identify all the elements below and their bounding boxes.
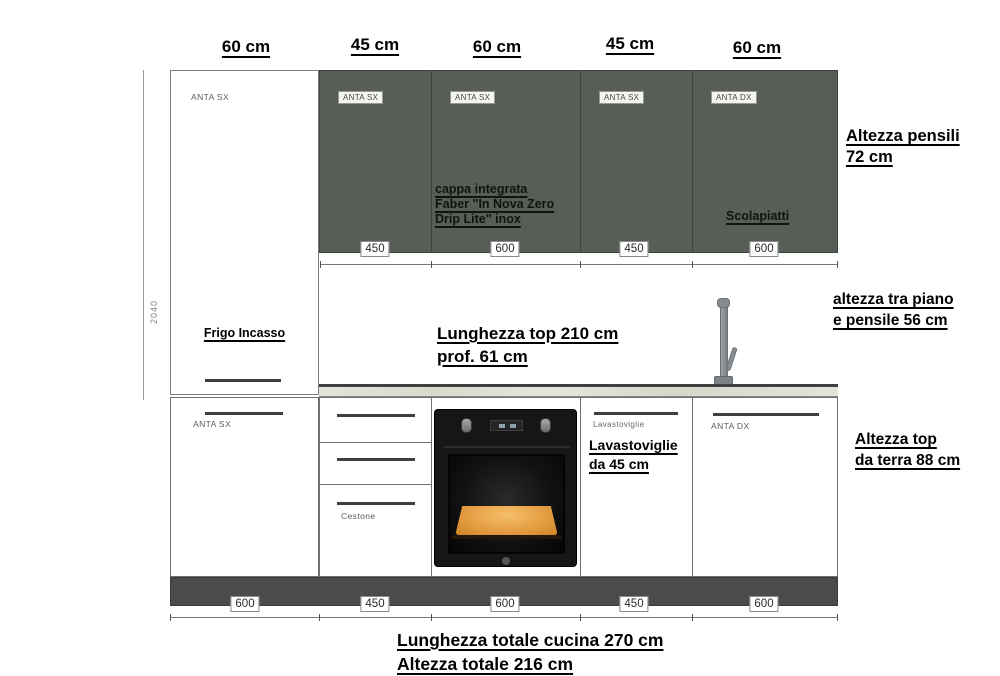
hood-note-line3: Drip Lite" inox xyxy=(435,212,521,226)
left-dimension-line xyxy=(143,70,144,400)
hood-note-line2: Faber "In Nova Zero xyxy=(435,197,555,211)
dishwasher-tag: Lavastoviglie xyxy=(593,420,645,429)
drawer-unit xyxy=(319,397,432,577)
faucet-pipe-icon xyxy=(720,302,728,384)
upper-dim-600-1: 600 xyxy=(490,241,519,257)
oven-tray xyxy=(452,535,562,539)
dishwasher-panel xyxy=(580,397,693,577)
upper-dim-600-2: 600 xyxy=(749,241,778,257)
fridge-label: Frigo Incasso xyxy=(203,326,286,340)
dim-tick xyxy=(580,614,581,621)
oven-door-handle xyxy=(443,446,570,448)
dishwasher-note xyxy=(589,436,678,474)
wall-cabinet-scolapiatti-tag: ANTA DX xyxy=(711,91,757,104)
bottom-dim-600-1: 600 xyxy=(230,596,259,612)
drawer-2-handle xyxy=(337,458,415,461)
base-door-right-tag: ANTA DX xyxy=(711,421,750,431)
drawer-cestone-handle xyxy=(337,502,415,505)
annotation-altezza-top xyxy=(855,429,960,471)
base-door-left xyxy=(170,397,319,577)
dim-tick xyxy=(170,614,171,621)
wall-cabinet-scolapiatti xyxy=(692,70,838,253)
oven-display-digits xyxy=(510,424,516,428)
left-dimension-value: 2040 xyxy=(149,300,159,325)
dim-tick xyxy=(837,261,838,268)
dishwasher-handle xyxy=(594,412,678,415)
annotation-altezza-pensili-line2: 72 cm xyxy=(846,148,893,166)
annotation-altezza-top-line2: da terra 88 cm xyxy=(855,452,961,469)
annotation-altezza-pensili xyxy=(846,126,960,168)
dim-label-60cm-1: 60 cm xyxy=(221,37,271,56)
bottom-dim-600-2: 600 xyxy=(490,596,519,612)
dim-tick xyxy=(692,261,693,268)
oven-brand-logo-icon xyxy=(502,557,510,565)
base-door-right-handle xyxy=(713,413,819,416)
upper-dim-450-2: 450 xyxy=(619,241,648,257)
bottom-dim-600-3: 600 xyxy=(749,596,778,612)
bottom-dimension-line xyxy=(170,617,838,618)
annotation-altezza-top-line1: Altezza top xyxy=(855,431,937,448)
countertop-note-line1: Lunghezza top 210 cm xyxy=(437,324,619,343)
cestone-tag: Cestone xyxy=(341,511,376,521)
annotation-altezza-pensili-line1: Altezza pensili xyxy=(846,127,960,145)
base-door-left-handle xyxy=(205,412,283,415)
wall-cabinet-hood-tag: ANTA SX xyxy=(450,91,495,104)
upper-dimension-line xyxy=(320,264,838,265)
dim-label-60cm-3: 60 cm xyxy=(732,38,782,57)
base-door-right xyxy=(692,397,838,577)
totals-note xyxy=(397,628,663,676)
oven-display-icon xyxy=(490,420,523,431)
wall-cabinet-45-2-tag: ANTA SX xyxy=(599,91,644,104)
oven-display-digits xyxy=(499,424,505,428)
dishwasher-note-line1: Lavastoviglie xyxy=(589,437,678,453)
dim-tick xyxy=(431,261,432,268)
dim-label-45cm-2: 45 cm xyxy=(605,34,655,53)
dim-tick xyxy=(431,614,432,621)
wall-cabinet-45-2 xyxy=(580,70,693,253)
drawer-1-handle xyxy=(337,414,415,417)
fridge-door-tag: ANTA SX xyxy=(191,92,230,102)
dishwasher-note-line2: da 45 cm xyxy=(589,456,649,472)
dim-tick xyxy=(580,261,581,268)
wall-cabinet-45-1-tag: ANTA SX xyxy=(338,91,383,104)
oven-window xyxy=(448,454,565,554)
annotation-altezza-tra-piano-line1: altezza tra piano xyxy=(833,291,954,308)
oven-food xyxy=(455,506,558,536)
drawer-1 xyxy=(320,398,431,443)
countertop-note xyxy=(437,322,618,368)
bottom-dim-450-2: 450 xyxy=(619,596,648,612)
base-door-left-tag: ANTA SX xyxy=(193,419,232,429)
dim-tick xyxy=(837,614,838,621)
scolapiatti-note: Scolapiatti xyxy=(726,209,790,223)
dim-tick xyxy=(319,614,320,621)
bottom-dim-450-1: 450 xyxy=(360,596,389,612)
hood-note-line1: cappa integrata xyxy=(435,182,528,196)
oven xyxy=(434,409,577,567)
dim-tick xyxy=(692,614,693,621)
fridge-tall-unit xyxy=(170,70,319,395)
total-length-note: Lunghezza totale cucina 270 cm xyxy=(397,630,664,650)
drawer-2 xyxy=(320,443,431,485)
wall-cabinet-45-1 xyxy=(319,70,432,253)
oven-knob-right-icon xyxy=(540,418,551,433)
dim-tick xyxy=(320,261,321,268)
faucet-spout-icon xyxy=(717,298,730,308)
dim-label-45cm-1: 45 cm xyxy=(350,35,400,54)
oven-column xyxy=(431,397,581,577)
total-height-note: Altezza totale 216 cm xyxy=(397,654,574,674)
hood-note xyxy=(435,182,554,227)
annotation-altezza-tra-piano-line2: e pensile 56 cm xyxy=(833,312,948,329)
drawer-cestone xyxy=(320,485,431,576)
dim-label-60cm-2: 60 cm xyxy=(472,37,522,56)
countertop-note-line2: prof. 61 cm xyxy=(437,347,528,366)
annotation-altezza-tra-piano xyxy=(833,289,954,331)
fridge-door-handle xyxy=(205,379,281,382)
oven-knob-left-icon xyxy=(461,418,472,433)
countertop xyxy=(319,384,838,397)
upper-dim-450-1: 450 xyxy=(360,241,389,257)
